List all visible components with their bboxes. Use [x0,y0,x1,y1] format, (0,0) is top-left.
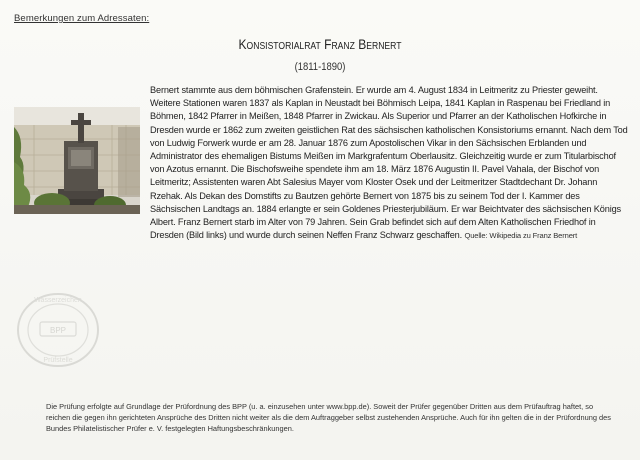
stamp-top-text: Wasserzeichen [34,297,82,304]
section-heading: Bemerkungen zum Adressaten: [14,13,150,24]
grave-photo [14,107,140,214]
article-title: Konsistorialrat Franz Bernert [238,36,402,52]
footer-disclaimer: Die Prüfung erfolgte auf Grundlage der Prüfordnung des BPP (u. a. einzusehen unter www.bpp.de). Soweit der Prüfer gegenüber Dritten aus dem Prüfauftrag haftet, so reichen die gegen ihn gerichteten Ansprüche des Dritten nicht weiter als die dem Auftraggeber selbst zustehenden Ansprüche. Auch für ihn gelten die in der Prüfordnung des Bundes Philatelistischer Prüfer e. V. festgelegten Haftungsbeschränkungen. [46,402,611,433]
embossed-stamp [12,290,108,370]
stamp-bottom-text: Prüfstelle [43,357,73,364]
stamp-center-text: BPP [49,326,67,335]
biography-text: Bernert stammte aus dem böhmischen Grafenstein. Er wurde am 4. August 1834 in Leitmeritz zu Priester geweiht. Weitere Stationen waren 1837 als Kaplan in Neustadt bei Böhmisch Leipa, 1841 Kaplan in Raspenau bei Friedland in Böhmen, 1842 Pfarrer in Meißen, 1848 Pfarrer in Zwickau. Als Superior und Pfarrer an der Katholischen Hofkirche in Dresden wurde er 1862 zum zweiten geistlichen Rat des sächsischen katholischen Konsistoriums ernannt. Nach dem Tod von Ludwig Forwerk wurde er am 28. Januar 1876 zum Apostolischen Vikar in den Sächsischen Erblanden und Administrator des ehemaligen Bistums Meißen im Markgrafentum Oberlausitz. Gleichzeitig wurde er zum Titularbischof von Azotus ernannt. Die Bischofsweihe spendete ihm am 18. März 1876 Augustin II. Pavel Vahala, der Bischof von Leitmeritz; Assistenten waren Abt Salesius Mayer vom Kloster Osek und der Leitmeritzer Stadtdechant Dr. Johann Rzehak. Als Dekan des Domstifts zu Bautzen gehörte Bernert von 1875 bis zu seinem Tod der I. Kammer des Sächsischen Landtags an. 1884 erlangte er sein Goldenes Priesterjubiläum. Er war Beichtvater des sächsischen Königs Albert. Franz Bernert starb im Alter von 79 Jahren. Sein Grab befindet sich auf dem Alten Katholischen Friedhof in Dresden (Bild links) und wurde durch seinen Neffen Franz Schwarz geschaffen. [150,85,628,241]
source-note: Quelle: Wikipedia zu Franz Bernert [464,231,578,241]
article-body [150,84,628,242]
article-years: (1811-1890) [294,61,346,73]
